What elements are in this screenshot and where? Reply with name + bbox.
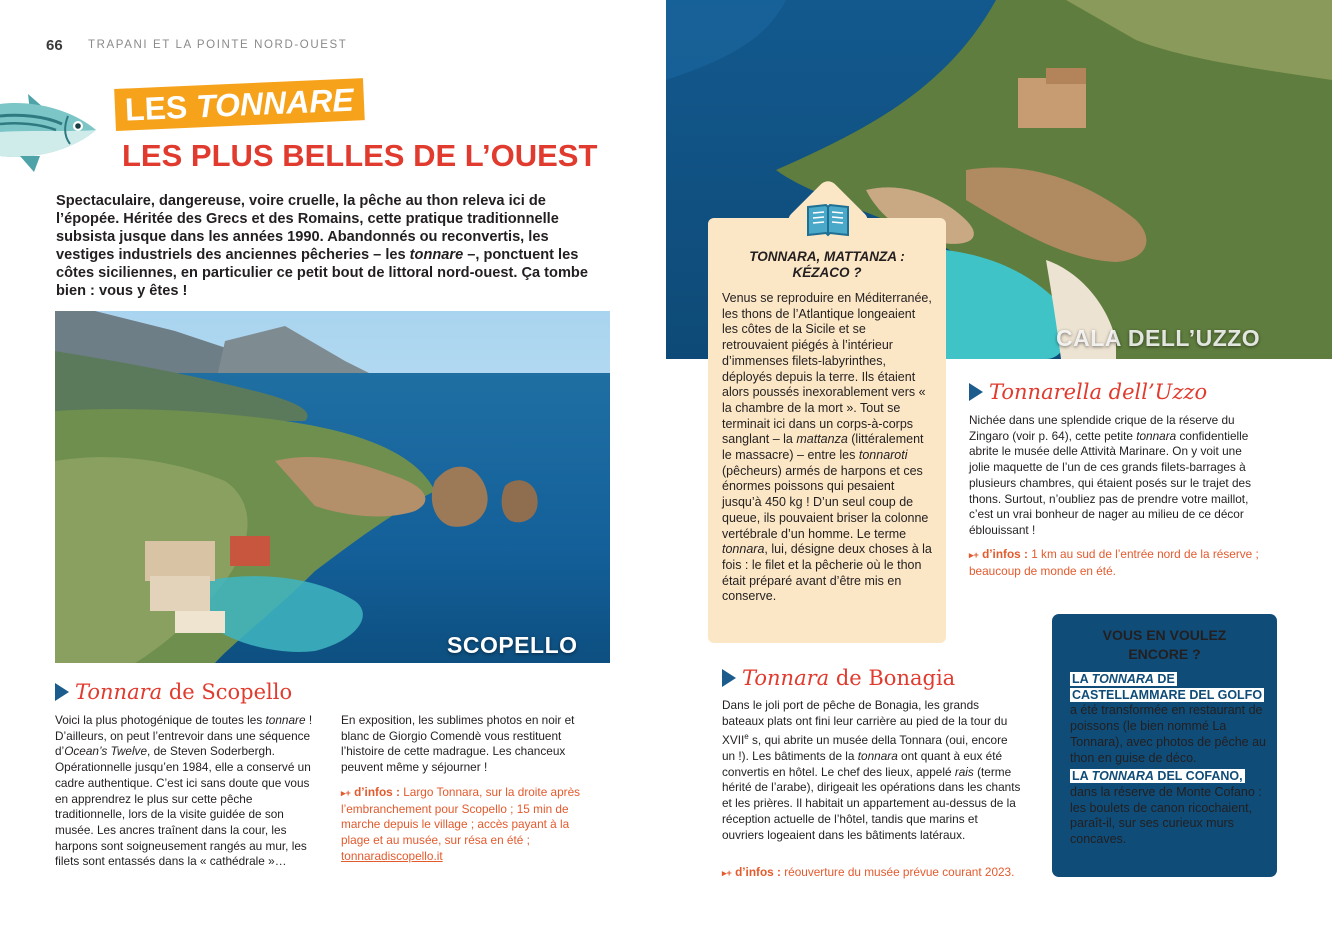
triangle-bullet-icon (722, 669, 736, 687)
title-line-1: LES TONNARE (114, 78, 364, 131)
open-book-icon (806, 201, 850, 241)
page-number: 66 (46, 37, 63, 54)
scopello-website-link[interactable]: tonnaradiscopello.it (341, 848, 443, 863)
fish-illustration-icon (0, 86, 104, 178)
scopello-info: ▸+ d’infos : Largo Tonnara, sur la droite après l’embranchement pour Scopello ; 15 min de marche depuis le village ; accès payant à la plage et au musée, sur résa en été ; tonnaradiscopello.it (341, 785, 581, 863)
scopello-heading: Tonnara de Scopello (55, 680, 292, 704)
scopello-text-col1: Voici la plus photogénique de toutes les tonnare ! D’ailleurs, on peut l’entrevoir dans une séquence d’Ocean’s Twelve, de Steven Soderbergh. Opérationnelle jusqu’en 1984, elle a conservé un cadre authentique. C’est ici sans doute que vous en apprendrez le plus sur cette pêche traditionnelle, lors de la visite guidée de son musée. Les ancres traînent dans la cour, les harpons sont soigneusement rangés au mur, les filets sont entassés dans la « cathédrale »… (55, 713, 313, 869)
encore-item-castellammare: LA TONNARA DE CASTELLAMMARE DEL GOLFO a été transformée en restaurant de poissons (le bien nommé La Tonnara), avec photos de pêche au thon en guise de déco. (1070, 672, 1266, 765)
scopello-caption: SCOPELLO (447, 632, 578, 658)
uzzo-heading: Tonnarella dell’Uzzo (969, 380, 1207, 404)
scopello-text-col2: En exposition, les sublimes photos en noir et blanc de Giorgio Comendè vous restituent l’histoire de cette madrague. Les chanceux peuvent même y séjourner ! (341, 713, 575, 775)
uzzo-info: ▸+ d’infos : 1 km au sud de l’entrée nord de la réserve ; beaucoup de monde en été. (969, 547, 1259, 578)
uzzo-text: Nichée dans une splendide crique de la réserve du Zingaro (voir p. 64), cette petite tonnara confidentielle abrite le musée delle Attività Marinare. On y voit une jolie maquette de l’un de ces grands filets-barrages à plusieurs chambres, qui étaient posés sur le trajet des thons. Surtout, n’oubliez pas de prendre votre maillot, c’est un vrai bonheur de nager au milieu de ce décor éblouissant ! (969, 413, 1251, 537)
bonagia-info: ▸+ d’infos : réouverture du musée prévue courant 2023. (722, 865, 1015, 879)
running-title: TRAPANI ET LA POINTE NORD-OUEST (88, 39, 348, 51)
intro-paragraph: Spectaculaire, dangereuse, voire cruelle, la pêche au thon releva ici de l’épopée. Héritée des Grecs et des Romains, cette pratique traditionnelle subsista jusque dans les années 1990. Abandonnés ou reconvertis, les vestiges industriels des anciennes pêcheries – les tonnare –, ponctuent les côtes siciliennes, en particulier ce petit bout de littoral nord-ouest. Ça tombe bien : vous y êtes ! (56, 193, 588, 299)
encore-item-cofano: LA TONNARA DEL COFANO, dans la réserve de Monte Cofano : les boulets de canon ricochaient, paraît-il, sur ses curieux murs concaves. (1070, 769, 1262, 847)
title-line-2: LES PLUS BELLES DE L’OUEST (122, 138, 598, 173)
bonagia-text: Dans le joli port de pêche de Bonagia, les grands bateaux plats ont fini leur carrière au pied de la tour du XVIIe s, qui abrite un musée della Tonnara (oui, encore un !). Les bâtiments de la tonnara ont quant à eux été convertis en hôtel. Le chef des lieux, appelé rais (terme hérité de l’arabe), dirigeait les opérations dans les chants et les prières. Il habitait un appartement au-dessus de la réception actuelle de l’hôtel, tandis que marins et ouvriers logeaient dans les bâtiments latéraux. (722, 698, 1021, 842)
triangle-bullet-icon (969, 383, 983, 401)
kezaco-text: Venus se reproduire en Méditerranée, les thons de l’Atlantique longeaient les côtes de la Sicile et se retrouvaient piégés à l’intérieur d’immenses filets-labyrinthes, déployés depuis la terre. Ils étaient alors poussés inexorablement vers « la chambre de la mort ». Tout se terminait ici dans un corps-à-corps sanglant – la mattanza (littéralement le massacre) – entre les tonnaroti (pêcheurs) armés de harpons et ces énormes poissons qui pesaient jusqu’à 450 kg ! D’un seul coup de queue, ils pouvaient briser la colonne vertébrale d’un homme. Le terme tonnara, lui, désigne deux choses à la fois : le filet et la pêcherie où le thon était préparé avant d’être mis en conserve. (722, 291, 932, 604)
encore-text (1070, 672, 1272, 848)
scopello-photo (55, 311, 610, 663)
uzzo-caption: CALA DELL’UZZO (1056, 325, 1261, 351)
kezaco-title: TONNARA, MATTANZA : KÉZACO ? (749, 249, 905, 280)
encore-title: VOUS EN VOULEZ ENCORE ? (1102, 627, 1227, 662)
triangle-bullet-icon (55, 683, 69, 701)
bonagia-heading: Tonnara de Bonagia (722, 666, 955, 690)
